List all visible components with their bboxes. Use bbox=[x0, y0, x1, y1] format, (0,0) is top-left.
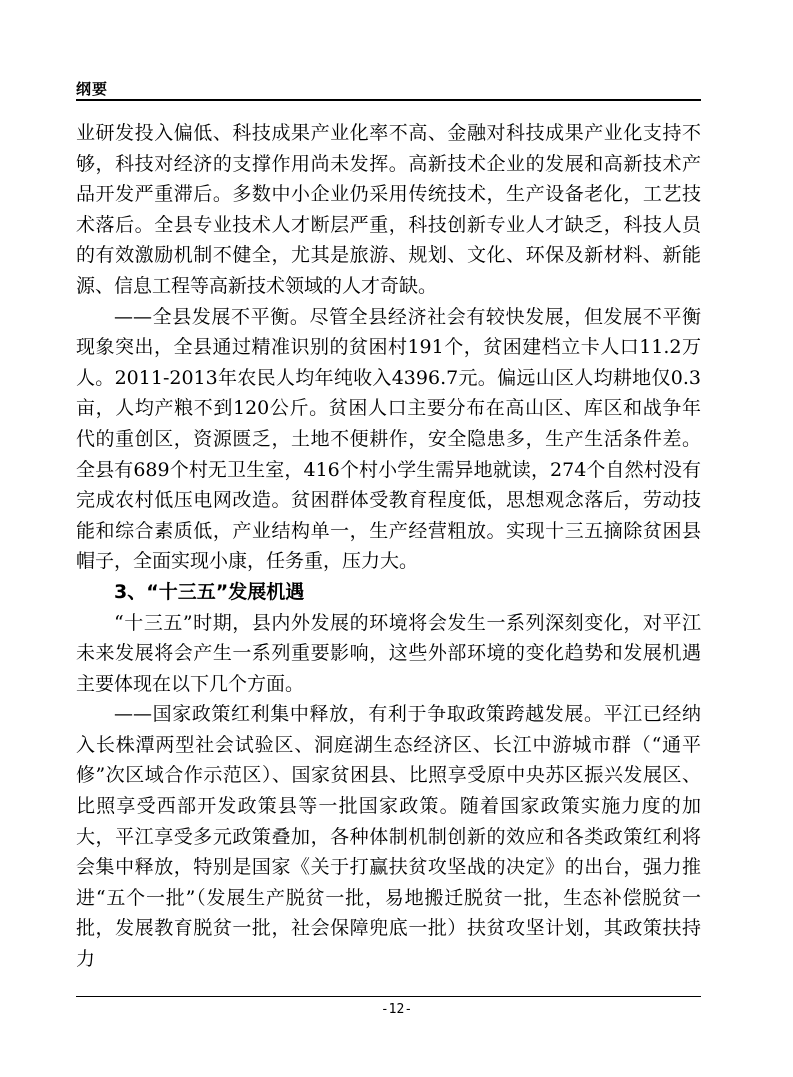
footer-rule bbox=[76, 996, 701, 997]
paragraph-opportunities-intro: “十三五”时期，县内外发展的环境将会发生一系列深刻变化，对平江未来发展将会产生一系列重要影响，这些外部环境的变化趋势和发展机遇主要体现在以下几个方面。 bbox=[76, 611, 701, 695]
section-heading-opportunities: 3、“十三五”发展机遇 bbox=[114, 580, 305, 603]
header-rule bbox=[76, 99, 701, 101]
document-body bbox=[76, 118, 701, 975]
running-header-title: 纲要 bbox=[76, 80, 109, 98]
paragraph-continued: 业研发投入偏低、科技成果产业化率不高、金融对科技成果产业化支持不够，科技对经济的支撑作用尚未发挥。高新技术企业的发展和高新技术产品开发严重滞后。多数中小企业仍采用传统技术，生产设备老化，工艺技术落后。全县专业技术人才断层严重，科技创新专业人才缺乏，科技人员的有效激励机制不健全，尤其是旅游、规划、文化、环保及新材料、新能源、信息工程等高新技术领域的人才奇缺。 bbox=[76, 122, 701, 297]
paragraph-policy-dividends: ——国家政策红利集中释放，有利于争取政策跨越发展。平江已经纳入长株潭两型社会试验区、洞庭湖生态经济区、长江中游城市群（“通平修”次区域合作示范区）、国家贫困县、比照享受原中央苏区振兴发展区、比照享受西部开发政策县等一批国家政策。随着国家政策实施力度的加大，平江享受多元政策叠加，各种体制机制创新的效应和各类政策红利将会集中释放，特别是国家《关于打赢扶贫攻坚战的决定》的出台，强力推进“五个一批”（发展生产脱贫一批，易地搬迁脱贫一批，生态补偿脱贫一批，发展教育脱贫一批，社会保障兜底一批）扶贫攻坚计划，其政策扶持力 bbox=[76, 703, 701, 971]
paragraph-imbalance: ——全县发展不平衡。尽管全县经济社会有较快发展，但发展不平衡现象突出，全县通过精准识别的贫困村191个，贫困建档立卡人口11.2万人。2011-2013年农民人均年纯收入4396.7元。偏远山区人均耕地仅0.3亩，人均产粮不到120公斤。贫困人口主要分布在高山区、库区和战争年代的重创区，资源匮乏，土地不便耕作，安全隐患多，生产生活条件差。全县有689个村无卫生室，416个村小学生需异地就读，274个自然村没有完成农村低压电网改造。贫困群体受教育程度低，思想观念落后，劳动技能和综合素质低，产业结构单一，生产经营粗放。实现十三五摘除贫困县帽子，全面实现小康，任务重，压力大。 bbox=[76, 305, 701, 573]
page-number: -12- bbox=[380, 1002, 413, 1017]
